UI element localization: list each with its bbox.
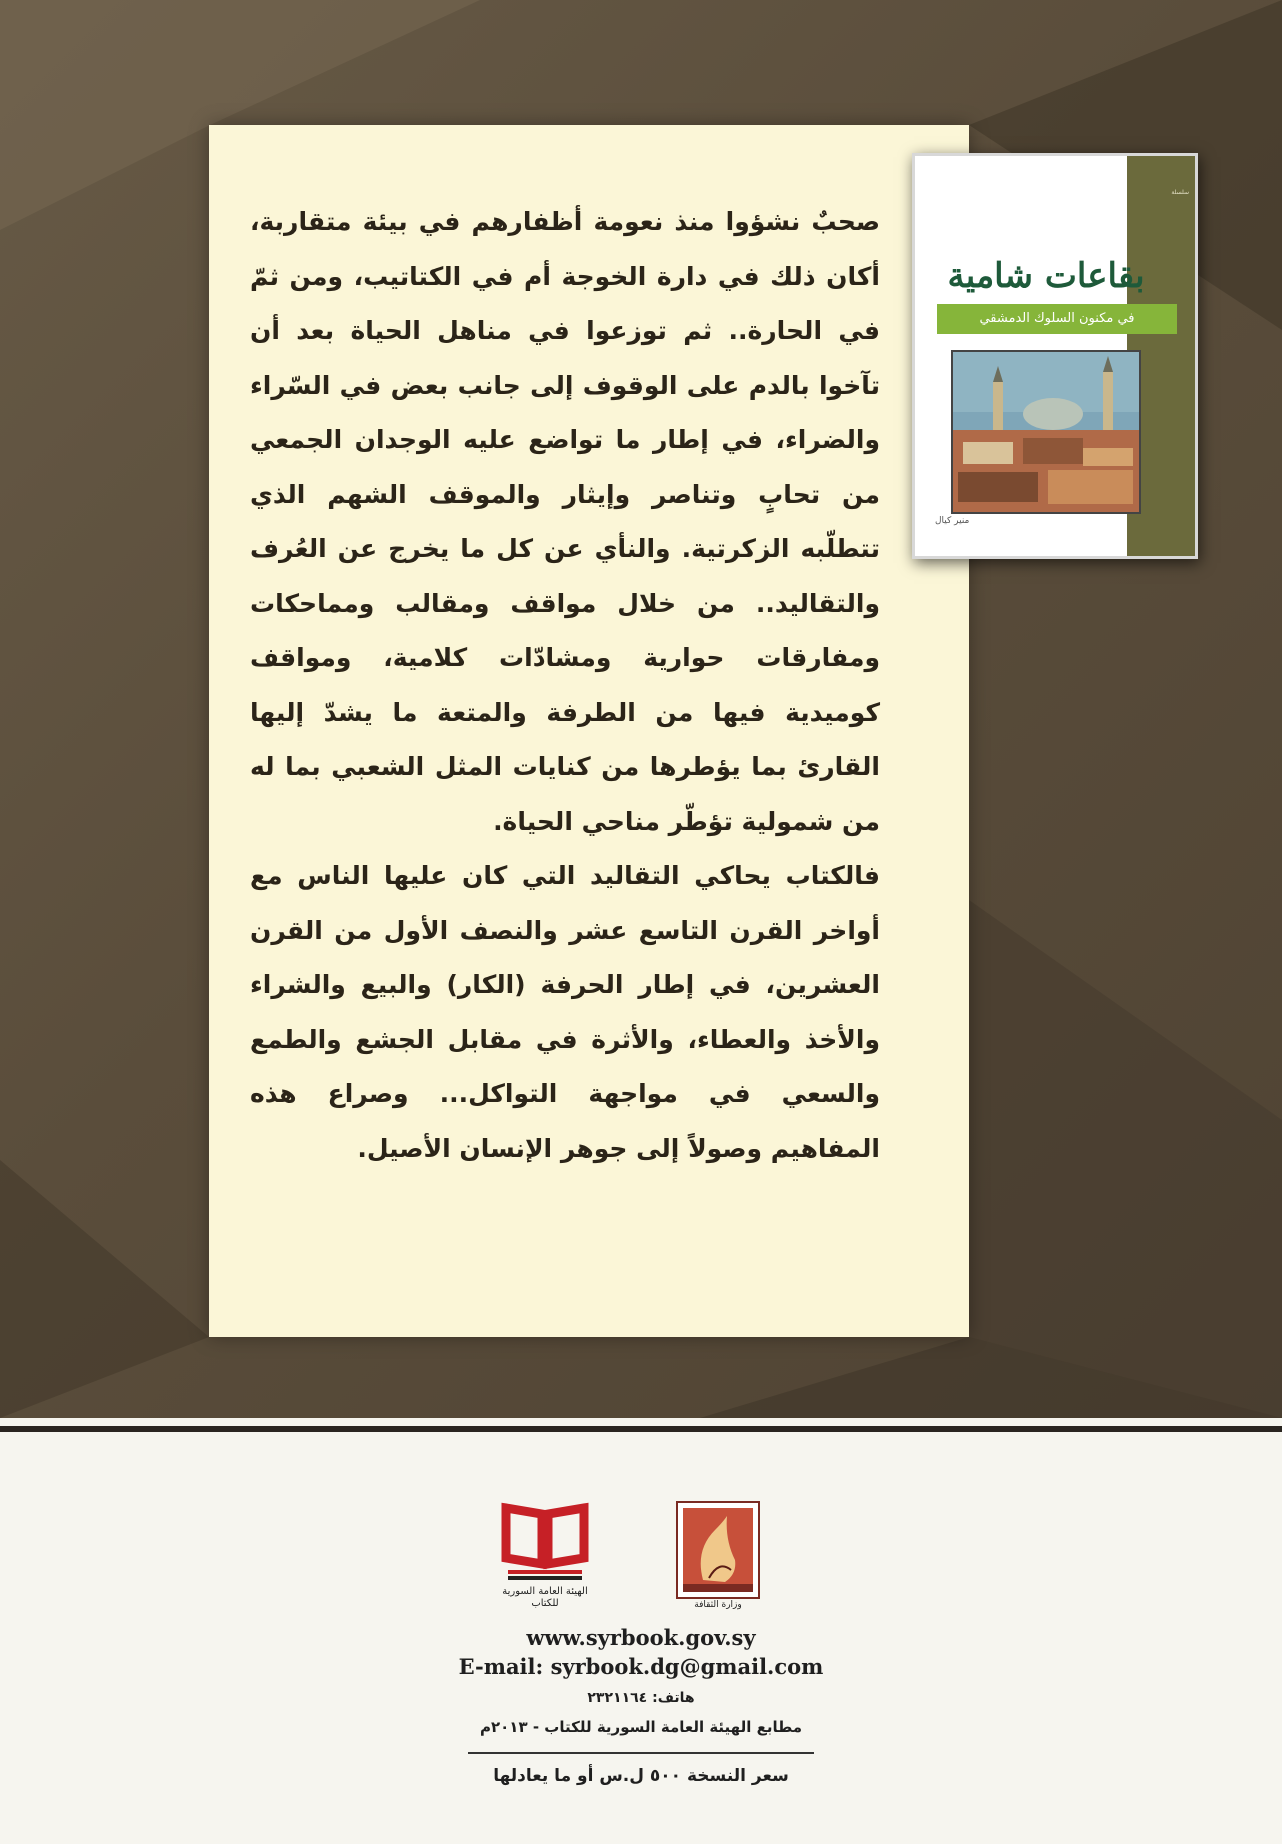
open-book-icon [500,1500,590,1582]
blurb-paragraph-2: فالكتاب يحاكي التقاليد التي كان عليها الناس مع أواخر القرن التاسع عشر والنصف الأول من القرن العشرين، في إطار الحرفة (الكار) والبيع والشراء والأخذ والعطاء، والأثرة في مقابل الجشع والطمع والسعي في مواجهة التواكل... وصراع هذه المفاهيم وصولاً إلى جوهر الإنسان الأصيل. [250,861,880,1163]
publisher-phone: هاتف: ٢٣٢١١٦٤ [587,1690,695,1706]
publisher-website[interactable]: www.syrbook.gov.sy [526,1625,756,1650]
printer-line: مطابع الهيئة العامة السورية للكتاب - ٢٠١٣م [480,1718,802,1736]
ministry-logo [675,1500,761,1614]
cover-painting [951,350,1141,514]
authority-label: الهيئة العامة السورية للكتاب [502,1586,588,1609]
publisher-email[interactable]: E-mail: syrbook.dg@gmail.com [458,1654,824,1679]
cover-title: بقاعات شامية [947,256,1145,296]
price-line: سعر النسخة ٥٠٠ ل.س أو ما يعادلها [493,1766,789,1786]
blurb-paragraph-1: صحبٌ نشؤوا منذ نعومة أظفارهم في بيئة متقاربة، أكان ذلك في دارة الخوجة أم في الكتاتيب، ومن ثمّ في الحارة.. ثم توزعوا في مناهل الحياة بعد أن تآخوا بالدم على الوقوف إلى جانب بعض في السّراء والضراء، في إطار ما تواضع عليه الوجدان الجمعي من تحابٍ وتناصر وإيثار والموقف الشهم الذي تتطلّبه الزكرتية. والنأي عن كل ما يخرج عن العُرف والتقاليد.. من خلال مواقف ومقالب ومماحكات ومفارقات حوارية ومشادّات كلامية، ومواقف كوميدية فيها من الطرفة والمتعة ما يشدّ إليها القارئ بما يؤطرها من كنايات المثل الشعبي بما له من شمولية تؤطّر مناحي الحياة. [250,207,880,836]
section-divider [0,1426,1282,1432]
ministry-label: وزارة الثقافة [694,1600,742,1610]
cover-series-label: سلسلة [1171,189,1189,196]
ministry-emblem-icon [675,1500,761,1600]
back-cover-blurb [250,195,880,1176]
authority-logo [500,1500,590,1620]
cover-subtitle: في مكنون السلوك الدمشقي [937,304,1177,334]
book-cover-thumbnail [912,153,1198,559]
price-rule [468,1752,814,1754]
cover-author: منير كيال [935,516,970,526]
